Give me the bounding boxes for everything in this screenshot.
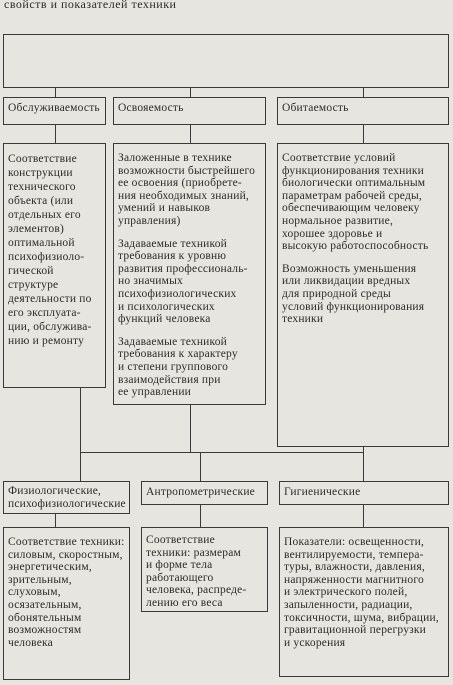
- text-line: функций человека: [118, 313, 211, 326]
- text-line: ции, обслужива-: [8, 321, 92, 333]
- text-line: туры, влажности, давления,: [284, 561, 425, 574]
- text-line: функционирования техники: [282, 164, 424, 177]
- text-paragraph: [8, 485, 126, 510]
- header-serviceability: [3, 97, 106, 125]
- text-line: ния необходимых знаний,: [118, 189, 249, 202]
- text-line: управления): [118, 214, 181, 227]
- text-line: ее освоения (приобрете-: [118, 177, 242, 190]
- text-line: обонятельным: [8, 611, 82, 624]
- content-physiological: [3, 527, 130, 680]
- connector-line: [55, 514, 56, 527]
- connector-line: [190, 125, 191, 143]
- text-line: энергетическим,: [8, 561, 92, 574]
- text-line: элементов): [8, 223, 64, 235]
- root-box: [3, 34, 449, 88]
- connector-line: [363, 88, 364, 97]
- text-paragraph: [8, 102, 102, 115]
- text-line: психофизиологические: [8, 497, 126, 510]
- header-anthropometric: [141, 481, 268, 505]
- connector-line: [363, 505, 364, 527]
- text-paragraph: [118, 152, 262, 228]
- text-paragraph: [282, 263, 445, 326]
- connector-line: [200, 452, 201, 481]
- text-line: Показатели: освещенности,: [284, 536, 425, 548]
- text-paragraph: [282, 102, 445, 115]
- text-line: слуховым,: [8, 586, 61, 599]
- text-paragraph: [282, 152, 445, 253]
- text-line: умений и навыков: [118, 202, 211, 215]
- content-anthropometric: [141, 527, 268, 612]
- text-line: техники: [282, 313, 324, 326]
- text-line: возможностям: [8, 624, 82, 637]
- text-line: запыленности, радиации,: [284, 598, 413, 611]
- text-line: Гигиенические: [284, 486, 361, 498]
- text-paragraph: [284, 536, 445, 649]
- text-line: гравитационной перегрузки: [284, 624, 427, 637]
- text-line: вентилируемости, темпера-: [284, 548, 424, 561]
- text-line: человека, распреде-: [146, 584, 247, 597]
- text-line: зрительным,: [8, 573, 72, 586]
- text-line: его эксплуата-: [8, 307, 81, 319]
- text-paragraph: [8, 152, 102, 348]
- text-line: хорошее здоровье и: [282, 227, 383, 240]
- content-hygienic: [279, 527, 449, 677]
- text-line: Задаваемые техникой: [118, 237, 228, 250]
- text-paragraph: [118, 238, 262, 326]
- text-line: силовым, скоростным,: [8, 548, 123, 561]
- page-heading: свойств и показателей техники: [4, 0, 177, 11]
- text-line: токсичности, шума, вибрации,: [284, 611, 439, 624]
- text-line: психофизиоло-: [8, 251, 85, 263]
- connector-line: [190, 405, 191, 452]
- connector-line: [55, 88, 56, 97]
- text-line: Соответствие техники:: [8, 536, 125, 548]
- text-line: оптимальной: [8, 237, 75, 249]
- text-line: биологически оптимальным: [282, 177, 426, 190]
- text-paragraph: [146, 486, 264, 499]
- text-line: требования к характеру: [118, 348, 238, 361]
- connector-line: [363, 452, 364, 481]
- text-line: психофизиологических: [118, 287, 237, 300]
- text-line: Освояемость: [118, 102, 184, 114]
- connector-line: [363, 125, 364, 143]
- connector-line: [190, 88, 191, 97]
- text-line: Заложенные в технике: [118, 152, 232, 164]
- connector-bus: [80, 452, 364, 453]
- text-line: лению его веса: [146, 596, 223, 609]
- text-line: осязательным,: [8, 598, 82, 611]
- text-line: Обслуживаемость: [8, 102, 100, 114]
- content-habitability: [277, 143, 449, 447]
- text-line: напряженности магнитного: [284, 573, 424, 586]
- header-physiological: [3, 481, 130, 514]
- text-line: и форме тела: [146, 559, 213, 572]
- text-line: Задаваемые техникой: [118, 335, 228, 348]
- text-paragraph: [118, 336, 262, 399]
- text-line: Антропометрические: [146, 486, 255, 498]
- header-hygienic: [279, 481, 449, 505]
- text-line: работающего: [146, 571, 214, 584]
- text-line: для природной среды: [282, 287, 391, 300]
- text-line: или ликвидации вредных: [282, 275, 411, 288]
- content-learnability: [113, 143, 266, 405]
- text-line: Обитаемость: [282, 102, 349, 114]
- text-line: Возможность уменьшения: [282, 262, 417, 275]
- text-line: параметрам рабочей среды,: [282, 189, 423, 202]
- header-habitability: [277, 97, 449, 125]
- text-line: гической: [8, 265, 54, 277]
- text-line: возможности быстрейшего: [118, 164, 256, 177]
- text-line: обеспечивающим человеку: [282, 202, 420, 215]
- text-line: Соответствие: [8, 153, 77, 165]
- text-line: технического: [8, 181, 76, 193]
- text-line: и электрического полей,: [284, 586, 408, 599]
- text-line: нормальное развитие,: [282, 214, 394, 227]
- text-line: нию и ремонту: [8, 335, 85, 347]
- text-line: Соответствие условий: [282, 152, 396, 164]
- header-learnability: [113, 97, 266, 125]
- connector-line: [80, 452, 81, 481]
- connector-line: [80, 388, 81, 452]
- text-line: человека: [8, 636, 53, 649]
- text-line: отдельных его: [8, 209, 81, 221]
- text-line: ее управлении: [118, 386, 192, 399]
- text-line: структуре: [8, 279, 59, 291]
- text-paragraph: [8, 536, 126, 649]
- text-line: и степени группового: [118, 360, 229, 373]
- connector-line: [55, 125, 56, 143]
- text-line: деятельности по: [8, 293, 92, 305]
- content-serviceability: [3, 143, 106, 388]
- text-line: условий функционирования: [282, 300, 425, 313]
- text-line: конструкции: [8, 167, 73, 179]
- text-line: высокую работоспособность: [282, 240, 429, 253]
- text-paragraph: [284, 486, 445, 499]
- text-line: Соответствие: [146, 534, 215, 546]
- text-line: Физиологические,: [8, 485, 102, 497]
- text-paragraph: [146, 534, 264, 610]
- text-line: взаимодействия при: [118, 373, 221, 386]
- text-line: и психологических: [118, 300, 215, 313]
- text-line: и ускорения: [284, 636, 346, 649]
- text-line: но значимых: [118, 275, 184, 288]
- connector-line: [200, 505, 201, 527]
- text-line: требования к уровню: [118, 250, 227, 263]
- text-line: развития профессиональ-: [118, 262, 248, 275]
- text-paragraph: [118, 102, 262, 115]
- text-line: техники: размерам: [146, 546, 241, 559]
- text-line: объекта (или: [8, 195, 74, 207]
